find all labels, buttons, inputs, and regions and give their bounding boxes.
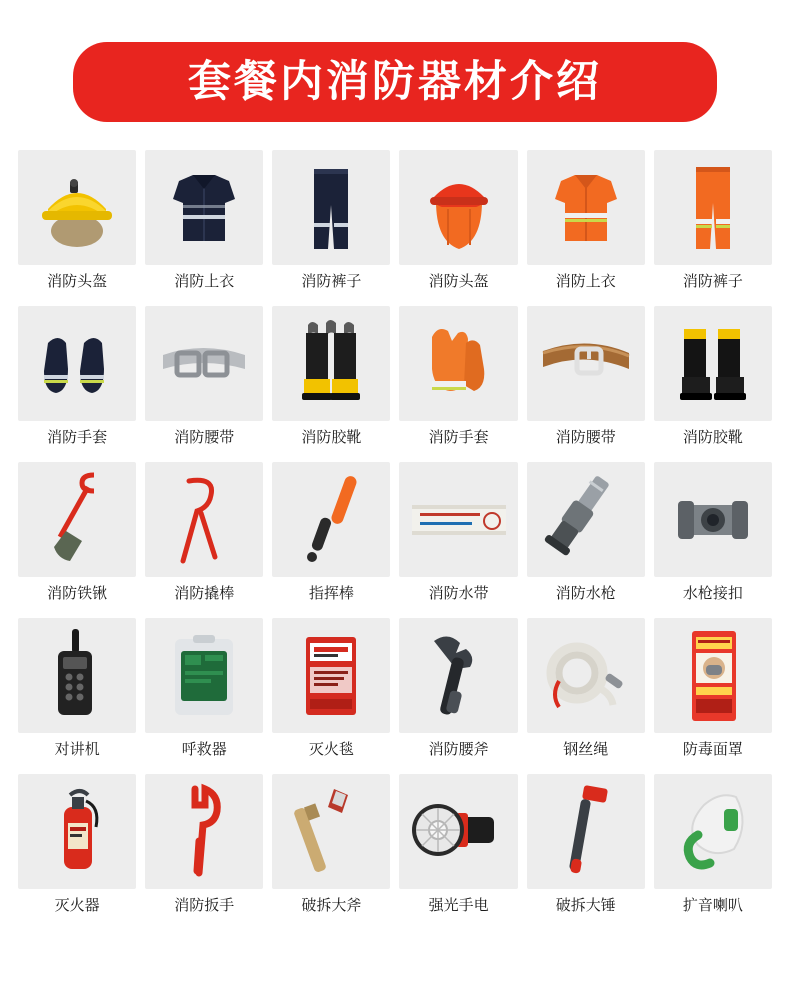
product-thumbnail — [18, 774, 136, 889]
fire-nozzle-icon — [531, 465, 641, 575]
grid-item[interactable] — [145, 774, 263, 921]
product-label: 消防头盔 — [47, 272, 108, 290]
equipment-grid — [18, 150, 772, 921]
product-label: 消防撬棒 — [174, 584, 235, 602]
fire-waist-axe-icon — [404, 621, 514, 731]
grid-item[interactable] — [654, 462, 772, 609]
product-thumbnail — [272, 462, 390, 577]
product-thumbnail — [654, 462, 772, 577]
grid-item[interactable] — [18, 774, 136, 921]
grid-item[interactable] — [399, 462, 517, 609]
product-thumbnail — [399, 306, 517, 421]
fire-belt-brown-icon — [531, 309, 641, 419]
product-thumbnail — [527, 462, 645, 577]
product-label: 扩音喇叭 — [682, 896, 743, 914]
grid-item[interactable] — [272, 150, 390, 297]
grid-item[interactable] — [654, 774, 772, 921]
product-thumbnail — [527, 618, 645, 733]
product-thumbnail — [654, 774, 772, 889]
command-baton-icon — [276, 465, 386, 575]
product-thumbnail — [527, 150, 645, 265]
grid-item[interactable] — [18, 618, 136, 765]
product-label: 消防手套 — [47, 428, 108, 446]
product-label: 消防上衣 — [555, 272, 616, 290]
product-thumbnail — [527, 306, 645, 421]
product-thumbnail — [18, 306, 136, 421]
grid-item[interactable] — [18, 462, 136, 609]
grid-item[interactable] — [527, 774, 645, 921]
grid-item[interactable] — [399, 150, 517, 297]
hose-coupling-icon — [658, 465, 768, 575]
product-label: 消防铁锹 — [47, 584, 108, 602]
grid-item[interactable] — [399, 306, 517, 453]
product-label: 消防水带 — [428, 584, 489, 602]
fire-helmet-yellow-icon — [22, 153, 132, 263]
grid-item[interactable] — [145, 306, 263, 453]
product-label: 破拆大斧 — [301, 896, 362, 914]
megaphone-icon — [658, 777, 768, 887]
header-banner-wrap — [18, 0, 772, 122]
fire-gloves-navy-icon — [22, 309, 132, 419]
fire-wrench-icon — [149, 777, 259, 887]
product-thumbnail — [654, 150, 772, 265]
product-thumbnail — [399, 618, 517, 733]
product-thumbnail — [18, 150, 136, 265]
product-thumbnail — [654, 306, 772, 421]
distress-alarm-icon — [149, 621, 259, 731]
product-thumbnail — [399, 150, 517, 265]
fire-belt-gray-icon — [149, 309, 259, 419]
walkie-talkie-icon — [22, 621, 132, 731]
grid-item[interactable] — [272, 618, 390, 765]
grid-item[interactable] — [654, 150, 772, 297]
product-thumbnail — [399, 462, 517, 577]
product-thumbnail — [272, 150, 390, 265]
sledgehammer-icon — [531, 777, 641, 887]
product-label: 消防腰带 — [174, 428, 235, 446]
fire-crowbar-icon — [149, 465, 259, 575]
grid-item[interactable] — [399, 774, 517, 921]
product-label: 灭火器 — [54, 896, 100, 914]
product-label: 消防头盔 — [428, 272, 489, 290]
flashlight-icon — [404, 777, 514, 887]
product-label: 消防扳手 — [174, 896, 235, 914]
product-label: 消防胶靴 — [301, 428, 362, 446]
header-banner — [73, 42, 717, 122]
grid-item[interactable] — [145, 618, 263, 765]
fire-helmet-orange-icon — [404, 153, 514, 263]
steel-wire-rope-icon — [531, 621, 641, 731]
demolition-axe-icon — [276, 777, 386, 887]
grid-item[interactable] — [527, 618, 645, 765]
fire-trousers-navy-icon — [276, 153, 386, 263]
product-label: 防毒面罩 — [682, 740, 743, 758]
grid-item[interactable] — [145, 462, 263, 609]
product-thumbnail — [654, 618, 772, 733]
grid-item[interactable] — [527, 306, 645, 453]
product-label: 强光手电 — [428, 896, 489, 914]
product-label: 消防上衣 — [174, 272, 235, 290]
grid-item[interactable] — [145, 150, 263, 297]
product-label: 消防水枪 — [555, 584, 616, 602]
grid-item[interactable] — [272, 774, 390, 921]
gas-mask-box-icon — [658, 621, 768, 731]
product-label: 水枪接扣 — [682, 584, 743, 602]
product-label: 对讲机 — [54, 740, 100, 758]
product-thumbnail — [399, 774, 517, 889]
fire-extinguisher-icon — [22, 777, 132, 887]
grid-item[interactable] — [654, 306, 772, 453]
product-thumbnail — [145, 618, 263, 733]
product-label: 指挥棒 — [308, 584, 354, 602]
grid-item[interactable] — [654, 618, 772, 765]
product-label: 钢丝绳 — [563, 740, 609, 758]
product-label: 消防裤子 — [682, 272, 743, 290]
product-label: 呼救器 — [181, 740, 227, 758]
product-label: 破拆大锤 — [555, 896, 616, 914]
grid-item[interactable] — [399, 618, 517, 765]
grid-item[interactable] — [272, 462, 390, 609]
grid-item[interactable] — [18, 306, 136, 453]
fire-jacket-orange-icon — [531, 153, 641, 263]
product-label: 消防腰带 — [555, 428, 616, 446]
product-thumbnail — [145, 306, 263, 421]
product-label: 灭火毯 — [308, 740, 354, 758]
product-thumbnail — [145, 462, 263, 577]
grid-item[interactable] — [18, 150, 136, 297]
fire-boots-tall-icon — [658, 309, 768, 419]
product-thumbnail — [272, 618, 390, 733]
product-thumbnail — [272, 774, 390, 889]
product-label: 消防裤子 — [301, 272, 362, 290]
grid-item[interactable] — [527, 150, 645, 297]
fire-gloves-orange-icon — [404, 309, 514, 419]
product-thumbnail — [145, 150, 263, 265]
product-thumbnail — [18, 618, 136, 733]
fire-boots-black-icon — [276, 309, 386, 419]
product-thumbnail — [145, 774, 263, 889]
product-thumbnail — [272, 306, 390, 421]
fire-jacket-navy-icon — [149, 153, 259, 263]
product-label: 消防手套 — [428, 428, 489, 446]
fire-hose-icon — [404, 465, 514, 575]
fire-shovel-icon — [22, 465, 132, 575]
grid-item[interactable] — [272, 306, 390, 453]
product-thumbnail — [527, 774, 645, 889]
fire-blanket-icon — [276, 621, 386, 731]
page-title: 套餐内消防器材介绍 — [188, 56, 602, 107]
product-label: 消防胶靴 — [682, 428, 743, 446]
grid-item[interactable] — [527, 462, 645, 609]
product-label: 消防腰斧 — [428, 740, 489, 758]
fire-trousers-orange-icon — [658, 153, 768, 263]
product-thumbnail — [18, 462, 136, 577]
